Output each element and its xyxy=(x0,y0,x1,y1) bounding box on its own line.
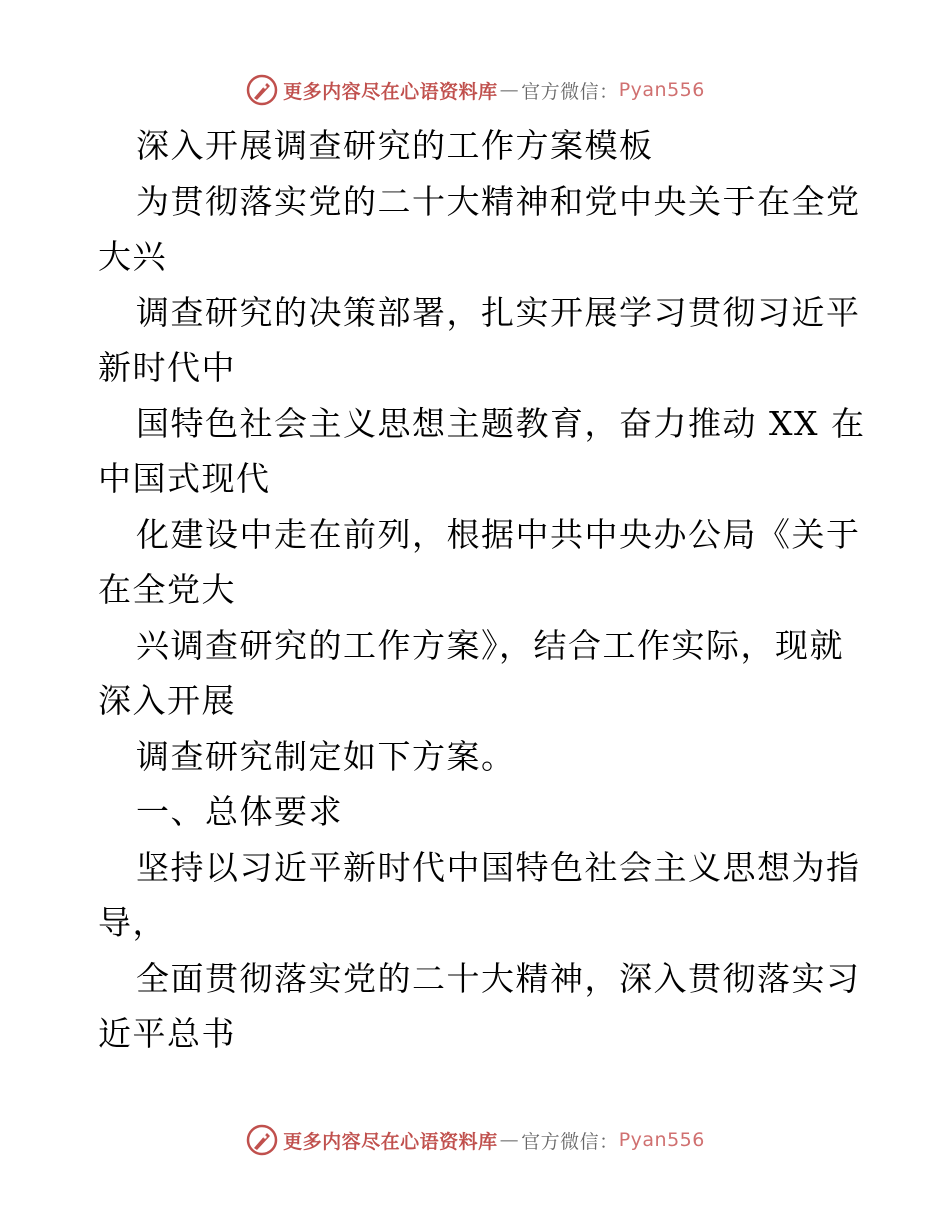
watermark-contact-label: 官方微信： xyxy=(521,1130,619,1153)
text-line: 全面贯彻落实党的二十大精神，深入贯彻落实习 xyxy=(136,958,861,998)
text-line: 坚持以习近平新时代中国特色社会主义思想为指 xyxy=(136,847,861,887)
watermark-contact-id: Pyan556 xyxy=(618,1129,705,1151)
text-line: 大兴 xyxy=(98,237,167,276)
text-line: 导， xyxy=(98,903,167,942)
text-line: 一、总体要求 xyxy=(136,792,343,831)
watermark-contact-id: Pyan556 xyxy=(618,79,705,101)
text-line: 国特色社会主义思想主题教育，奋力推动 XX 在 xyxy=(136,403,866,443)
text-line: 中国式现代 xyxy=(98,459,271,498)
footer-watermark xyxy=(0,1120,950,1160)
pen-nib-logo-icon xyxy=(245,73,279,107)
watermark-brand: 更多内容尽在心语资料库 xyxy=(283,80,498,103)
watermark-brand: 更多内容尽在心语资料库 xyxy=(283,1130,498,1153)
text-line: 深入开展 xyxy=(98,681,236,720)
text-line: 调查研究制定如下方案。 xyxy=(136,736,516,776)
pen-nib-logo-icon xyxy=(245,1123,279,1157)
text-line: 兴调查研究的工作方案》，结合工作实际，现就 xyxy=(136,625,844,665)
text-line: 为贯彻落实党的二十大精神和党中央关于在全党 xyxy=(136,181,861,221)
watermark-dash: — xyxy=(499,1129,520,1151)
text-line: 化建设中走在前列，根据中共中央办公局《关于 xyxy=(136,514,861,554)
text-line: 近平总书 xyxy=(98,1014,236,1053)
text-line: 调查研究的决策部署，扎实开展学习贯彻习近平 xyxy=(136,292,861,332)
watermark-contact-label: 官方微信： xyxy=(521,80,619,103)
text-line: 深入开展调查研究的工作方案模板 xyxy=(136,126,654,165)
watermark-dash: — xyxy=(499,79,520,101)
text-line: 新时代中 xyxy=(98,348,236,387)
document-body xyxy=(98,118,866,1062)
header-watermark xyxy=(0,70,950,110)
text-line: 在全党大 xyxy=(98,570,236,609)
